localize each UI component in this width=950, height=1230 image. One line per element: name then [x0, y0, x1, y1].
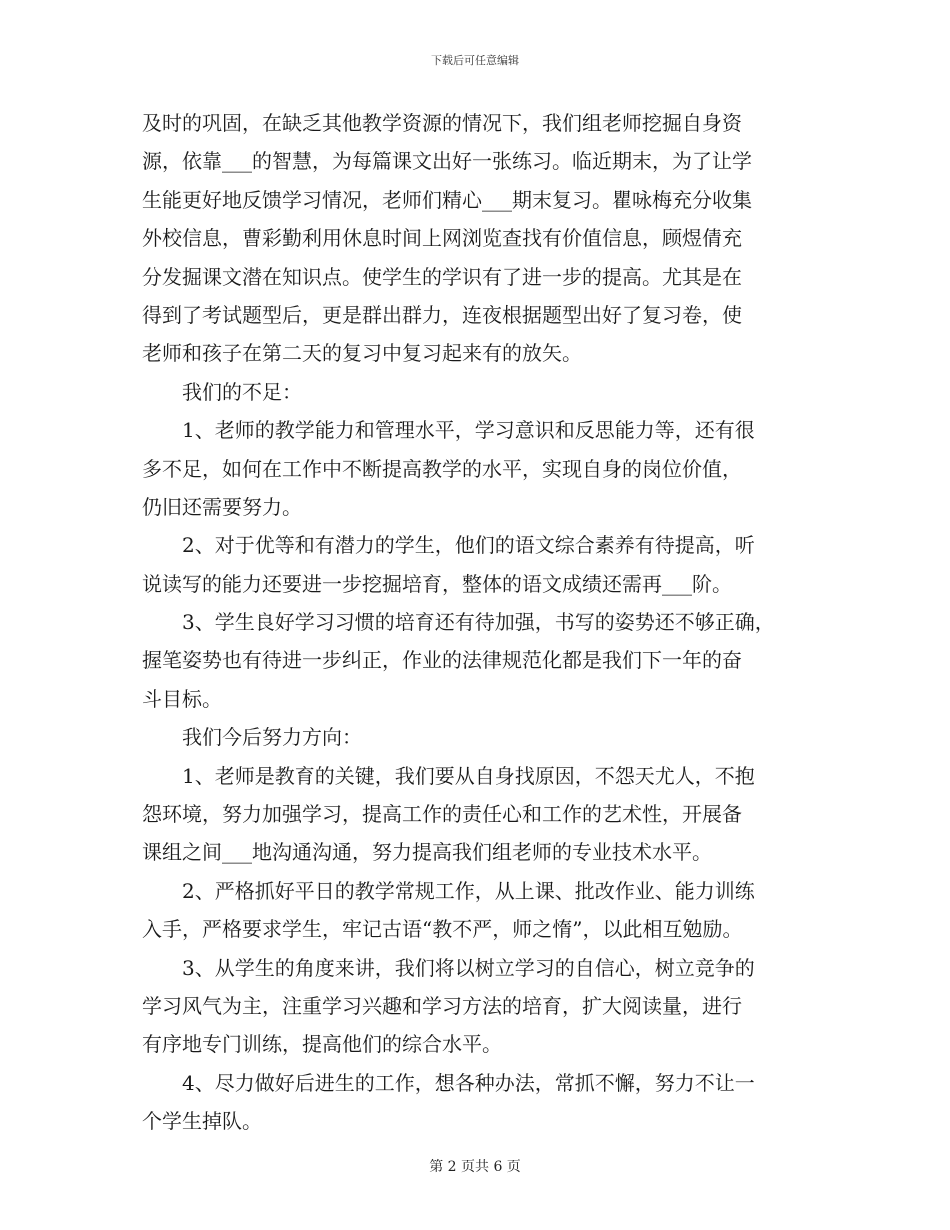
text-line: 生能更好地反馈学习情况，老师们精心___期末复习。瞿咏梅充分收集	[142, 187, 752, 212]
text-line: 老师和孩子在第二天的复习中复习起来有的放矢。	[142, 341, 582, 366]
text-line: 斗目标。	[142, 686, 222, 711]
section-heading: 我们的不足：	[182, 379, 302, 404]
text-line: 得到了考试题型后，更是群出群力，连夜根据题型出好了复习卷，使	[142, 302, 742, 327]
text-line: 2、对于优等和有潜力的学生，他们的语文综合素养有待提高，听	[182, 533, 755, 558]
section-heading: 我们今后努力方向：	[182, 725, 362, 750]
text-line: 3、从学生的角度来讲，我们将以树立学习的自信心，树立竞争的	[182, 955, 755, 980]
text-line: 怨环境，努力加强学习，提高工作的责任心和工作的艺术性，开展备	[142, 802, 742, 827]
text-line: 2、严格抓好平日的教学常规工作，从上课、批改作业、能力训练	[182, 878, 755, 903]
text-line: 仍旧还需要努力。	[142, 494, 302, 519]
text-line: 说读写的能力还要进一步挖掘培育，整体的语文成绩还需再___阶。	[142, 571, 732, 596]
page-footer: 第 2 页共 6 页	[429, 1159, 521, 1175]
text-line: 个学生掉队。	[142, 1109, 262, 1134]
text-line: 课组之间___地沟通沟通，努力提高我们组老师的专业技术水平。	[142, 840, 712, 865]
text-line: 外校信息，曹彩勤利用休息时间上网浏览查找有价值信息，顾煜倩充	[142, 226, 742, 251]
text-line: 入手，严格要求学生，牢记古语“教不严，师之惰”，以此相互勉励。	[142, 917, 743, 942]
text-line: 1、老师的教学能力和管理水平，学习意识和反思能力等，还有很	[182, 418, 755, 443]
text-line: 1、老师是教育的关键，我们要从自身找原因，不怨天尤人，不抱	[182, 763, 755, 788]
document-body	[142, 104, 812, 1141]
text-line: 4、尽力做好后进生的工作，想各种办法，常抓不懈，努力不让一	[182, 1070, 755, 1095]
page-header: 下载后可任意编辑	[431, 54, 519, 67]
text-line: 分发掘课文潜在知识点。使学生的学识有了进一步的提高。尤其是在	[142, 264, 742, 289]
text-line: 多不足，如何在工作中不断提高教学的水平，实现自身的岗位价值，	[142, 456, 742, 481]
text-line: 源，依靠___的智慧，为每篇课文出好一张练习。临近期末，为了让学	[142, 149, 752, 174]
text-line: 及时的巩固，在缺乏其他教学资源的情况下，我们组老师挖掘自身资	[142, 111, 742, 135]
text-line: 学习风气为主，注重学习兴趣和学习方法的培育，扩大阅读量，进行	[142, 993, 742, 1018]
text-line: 握笔姿势也有待进一步纠正，作业的法律规范化都是我们下一年的奋	[142, 648, 742, 673]
text-line: 3、学生良好学习习惯的培育还有待加强，书写的姿势还不够正确，	[182, 610, 775, 635]
text-line: 有序地专门训练，提高他们的综合水平。	[142, 1032, 502, 1057]
